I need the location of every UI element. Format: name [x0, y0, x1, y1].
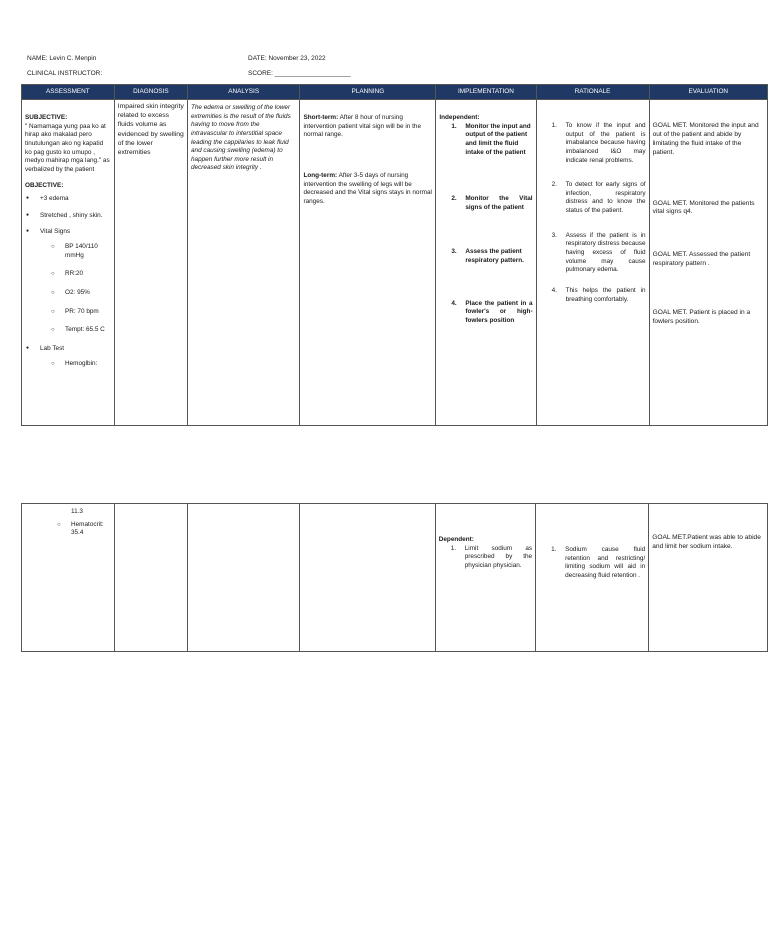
evaluation-item: GOAL MET. Monitored the patients vital signs q4.: [652, 199, 755, 216]
objective-list: [25, 195, 111, 368]
rationale-cell: [536, 504, 649, 652]
clinical-instructor-field: CLINICAL INSTRUCTOR:: [27, 70, 103, 77]
independent-label: Independent:: [439, 114, 480, 121]
table-header-row: [22, 85, 768, 100]
planning-cell: [299, 504, 435, 652]
evaluation-cell: [649, 504, 768, 652]
analysis-cell: [187, 504, 299, 652]
list-item: 1. Limit sodium as prescribed by the physician physician.: [450, 544, 533, 569]
list-item: ○ PR: 70 bpm: [51, 307, 99, 315]
assessment-cell: [22, 100, 115, 426]
list-item: ○ Tempt: 65.5 C: [51, 326, 105, 334]
col-header-implementation: IMPLEMENTATION: [436, 85, 536, 100]
dependent-label: Dependent:: [438, 536, 474, 543]
col-header-assessment: ASSESSMENT: [22, 85, 115, 100]
list-item: 3. Assess the patient respiratory pattern.: [451, 248, 524, 265]
col-header-rationale: RATIONALE: [536, 85, 649, 100]
care-plan-table-continued: [21, 503, 768, 652]
evaluation-cell: [649, 100, 767, 426]
list-item: ○ BP 140/110 mmHg: [51, 243, 98, 259]
rationale-cell: [536, 100, 649, 426]
objective-label: OBJECTIVE:: [25, 182, 64, 190]
analysis-text: The edema or swelling of the lower extremities is the result of the fluids having to move from the intravascular to interstitial space leading the cappilaries to leak fluid and causing swelling (edema) to happen further more result in decreased skin integrity .: [190, 104, 291, 172]
score-field: SCORE: _____________________: [248, 70, 351, 77]
list-item: 2. Monitor the Vital signs of the patient: [451, 195, 533, 211]
diagnosis-cell: [114, 504, 187, 652]
circle-bullet-icon: ○: [51, 308, 55, 315]
col-header-evaluation: EVALUATION: [649, 85, 767, 100]
list-item: 1. To know if the input and output of the patient is imabalance because having imbalanced I&O may indicate renal problems.: [551, 122, 646, 164]
subjective-text: " Namamaga yung paa ko at hirap ako makalad pero tinutulungan ako ng kapatid ko pag gusto ko umupo , medyo mahirap mga lang." as verbalized by the patient: [25, 122, 110, 173]
list-item: 1. Monitor the input and output of the patient and limit the fluid intake of the patient: [451, 122, 531, 156]
circle-bullet-icon: ○: [51, 244, 55, 251]
list-item: ○ Hematocrit: 35.4: [57, 520, 104, 537]
subjective-label: SUBJECTIVE:: [25, 114, 68, 121]
evaluation-item: GOAL MET.Patient was able to abide and limit her sodium intake.: [652, 534, 761, 550]
list-item: 1. Sodium cause fluid retention and restricting/ limiting sodium will aid in decreasing fluid retention .: [551, 546, 646, 579]
planning-cell: [300, 100, 436, 426]
date-field: DATE: November 23, 2022: [248, 55, 326, 62]
list-item: ● +3 edema: [25, 195, 111, 204]
circle-bullet-icon: ○: [51, 271, 55, 278]
short-term-goal: Short-term: After 8 hour of nursing intervention patient vital sign will be in the normal range.: [303, 114, 422, 139]
implementation-cell: [436, 100, 536, 426]
circle-bullet-icon: ○: [51, 360, 55, 367]
list-item: ○ O2: 95%: [51, 288, 90, 296]
lab-test-list: [25, 521, 111, 538]
list-item: 3. Assess if the patient is in respiratory distress because having excess of fluid volume may cause pulmonary edema.: [551, 231, 646, 274]
implementation-cell: [435, 504, 535, 652]
table-row: [22, 100, 768, 426]
table-row: [22, 504, 768, 652]
list-item: 2. To detect for early signs of infection, respiratory distress and to know the status of the patient.: [551, 181, 646, 215]
evaluation-item: GOAL MET. Patient is placed in a fowlers position.: [652, 309, 751, 326]
lab-test-label: Lab Test: [40, 344, 65, 352]
evaluation-item: GOAL MET. Assessed the patient respiratory pattern .: [652, 251, 751, 268]
list-item: ● Stretched , shiny skin.: [25, 212, 111, 221]
diagnosis-cell: [114, 100, 187, 426]
list-item: ○ RR:20: [51, 270, 84, 278]
circle-bullet-icon: ○: [57, 521, 61, 528]
col-header-planning: PLANNING: [300, 85, 436, 100]
long-term-goal: Long-term: After 3-5 days of nursing intervention the swelling of legs will be decreased and the Vital signs stays in normal ranges.: [303, 171, 432, 205]
vital-signs-label: Vital Signs: [40, 228, 71, 236]
list-item: ○ Hemoglbin:: [51, 359, 98, 367]
col-header-diagnosis: DIAGNOSIS: [114, 85, 187, 100]
care-plan-table: [21, 84, 768, 426]
list-item: [25, 345, 111, 368]
diagnosis-text: Impaired skin integrity related to excess fluids volume as evidenced by swelling of the lower extremities: [117, 103, 184, 156]
name-field: NAME: Levin C. Menpin: [27, 55, 97, 62]
analysis-cell: [187, 100, 299, 426]
evaluation-item: GOAL MET. Monitored the input and out of the patient and abide by limitating the fluid intake of the patient.: [652, 122, 759, 156]
assessment-cell: [22, 504, 115, 652]
col-header-analysis: ANALYSIS: [187, 85, 299, 100]
circle-bullet-icon: ○: [51, 289, 55, 296]
vital-signs-list: [25, 243, 111, 335]
list-item: 4. Place the patient in a fowler's or high-fowlers position: [451, 299, 533, 325]
circle-bullet-icon: ○: [51, 327, 55, 334]
lab-test-list: [25, 360, 111, 369]
hemoglobin-value: 11.3: [71, 508, 83, 515]
list-item: [25, 228, 111, 334]
list-item: 4. This helps the patient in breathing comfortably.: [551, 286, 646, 303]
